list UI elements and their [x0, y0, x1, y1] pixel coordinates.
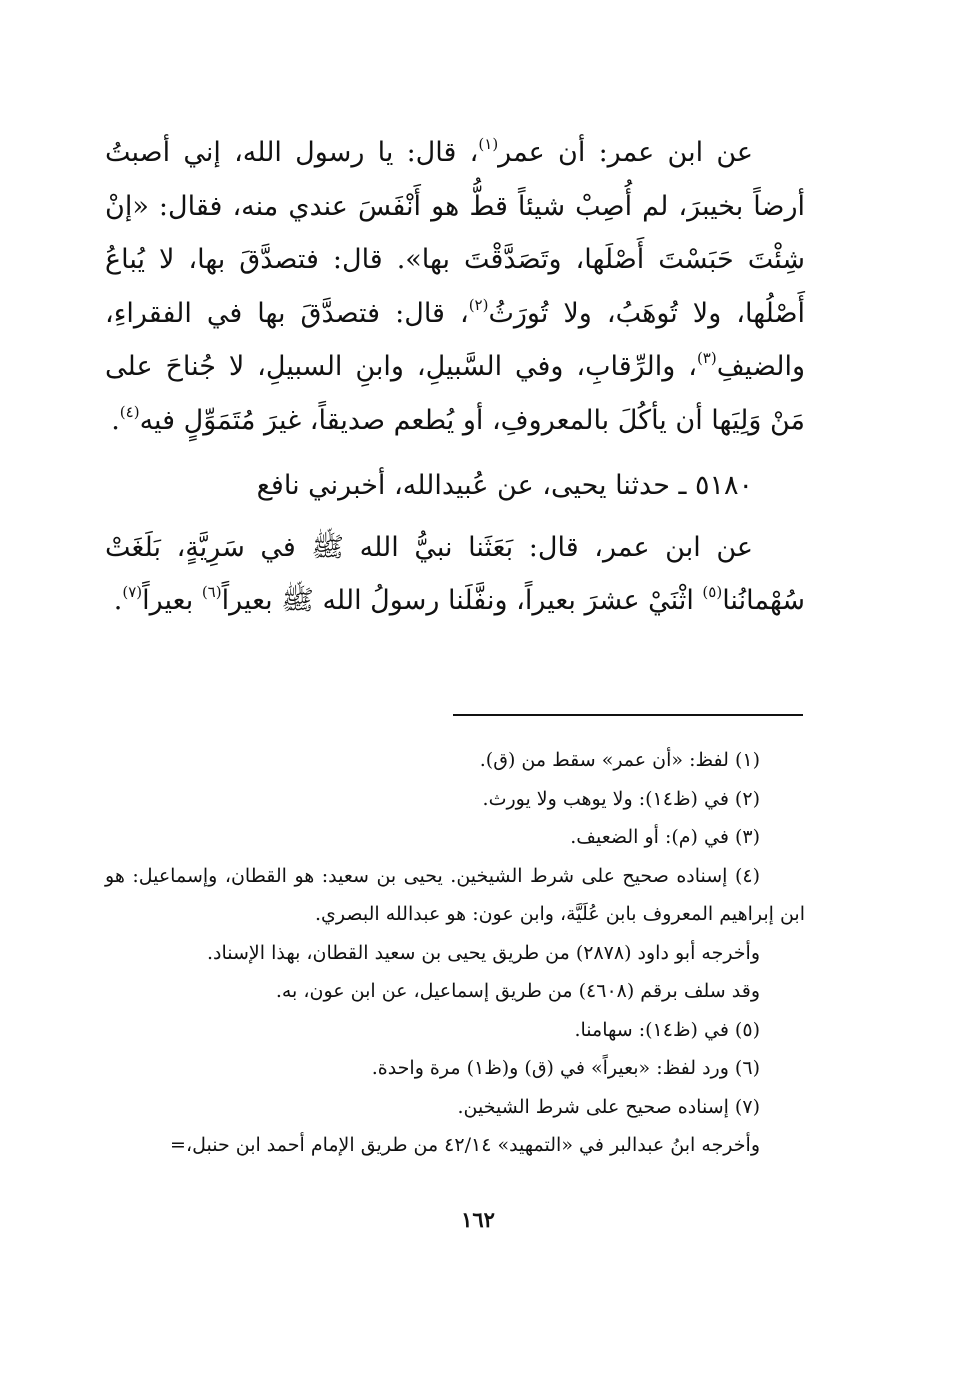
footnote-4-continuation: وأخرجه أبو داود (٢٨٧٨) من طريق يحيى بن سعيد القطان، بهذا الإسناد. — [206, 941, 760, 964]
footnote-divider — [453, 714, 803, 716]
hadith-paragraph-2 — [105, 521, 805, 628]
footnotes — [105, 741, 805, 1165]
footnote-1: (١) لفظ: «أن عمر» سقط من (ق). — [479, 749, 760, 771]
footnote-4-continuation: وقد سلف برقم (٤٦٠٨) من طريق إسماعيل، عن ابن عون، به. — [275, 980, 760, 1002]
footnote-5: (٥) في (ظ١٤): سهامنا. — [574, 1018, 760, 1041]
text-run: ، والرِّقابِ، وفي السَّبيلِ، وابنِ السبيلِ، لا جُناحَ على مَنْ وَلِيَها أن يأكُلَ بالمعروفِ، أو يُطعم صديقاً، غيرَ مُتَمَوِّلٍ فيه — [105, 351, 805, 436]
footnote-marker-2[interactable]: (٢) — [468, 295, 489, 314]
footnote-7: (٧) إسناده صحيح على شرط الشيخين. — [457, 1095, 760, 1118]
hadith-paragraph-1 — [105, 126, 805, 447]
footnote-marker-5[interactable]: (٥) — [702, 583, 723, 601]
footnote-marker-3[interactable]: (٣) — [696, 349, 717, 367]
hadith-isnad-5180: ٥١٨٠ ـ حدثنا يحيى، عن عُبيدالله، أخبرني نافع — [256, 470, 753, 501]
footnote-marker-7[interactable]: (٧) — [122, 583, 143, 601]
text-run: بعيراً — [142, 585, 202, 616]
text-run: اثْنَيْ عشرَ بعيراً، ونفَّلَنا رسولُ الله ﷺ بعيراً — [221, 585, 703, 616]
text-run: عن ابن عمر، قال: بَعَثَنا نبيُّ الله ﷺ في سَرِيَّةٍ، بَلَغَتْ سُهْمانُنا — [105, 531, 805, 616]
footnote-marker-4[interactable]: (٤) — [119, 402, 140, 421]
footnote-marker-6[interactable]: (٦) — [201, 583, 222, 601]
text-run: ، قال: يا رسول الله، إني أصبتُ أرضاً بخيبرَ، لم أُصِبْ شيئاً قطُّ هو أَنْفَسَ عندي منه، فقال: «إنْ شِئْتَ حَبَسْتَ أَصْلَها، وتَصَدَّقْتَ بها». قال: فتصدَّقَ بها، لا يُباعُ أَصْلُها، ولا تُوهَبُ، ولا تُورَثُ — [105, 137, 806, 329]
footnote-7-continuation: وأخرجه ابنُ عبدالبر في «التمهيد» ٤٢/١٤ من طريق الإمام أحمد ابن حنبل،= — [170, 1134, 760, 1156]
footnote-2: (٢) في (ظ١٤): ولا يوهب ولا يورث. — [482, 787, 760, 810]
text-run: ، قال: فتصدَّقَ بها في الفقراءِ، والضيفِ — [105, 297, 805, 382]
footnote-4: (٤) إسناده صحيح على شرط الشيخين. يحيى بن سعيد: هو القطان، وإسماعيل: هو ابن إبراهيم المعروف بابن عُلَيَّة، وابن عون: هو عبدالله البصري. — [105, 864, 805, 925]
page-number: ١٦٢ — [461, 1207, 495, 1232]
text-run: . — [111, 404, 120, 436]
main-text — [105, 126, 805, 628]
footnote-marker-1[interactable]: (١) — [478, 135, 499, 153]
text-run: . — [113, 585, 123, 616]
text-run: عن ابن عمر: أن عمر — [498, 137, 753, 168]
footnote-3: (٣) في (م): أو الضعيف. — [570, 826, 760, 848]
footnote-6: (٦) ورد لفظ: «بعيراً» في (ق) و(ظ١) مرة واحدة. — [371, 1057, 760, 1079]
